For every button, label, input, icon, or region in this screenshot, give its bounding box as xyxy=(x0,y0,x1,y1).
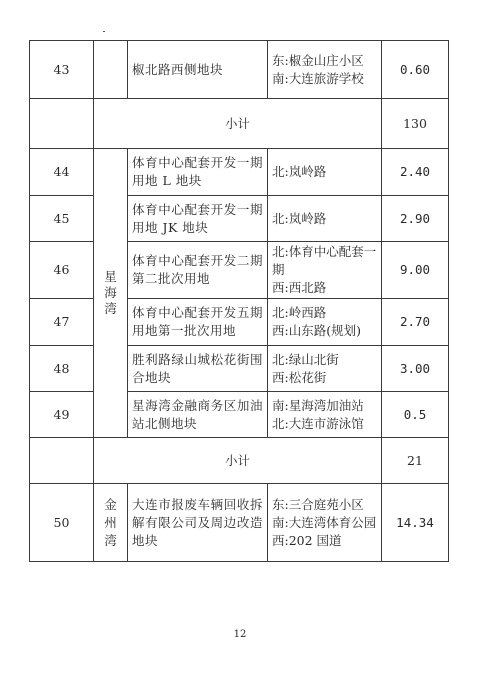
region-label-xinghaiwan: 星海湾 xyxy=(94,149,128,438)
land-parcel-table xyxy=(29,40,449,562)
table-row xyxy=(30,484,449,562)
page-number: 12 xyxy=(233,629,247,640)
table-row xyxy=(30,299,449,346)
boundary-line: 南:星海湾加油站 xyxy=(272,397,364,413)
parcel-name: 椒北路西侧地块 xyxy=(128,41,268,99)
row-number: 47 xyxy=(30,299,94,346)
boundary-line: 北:体育中心配套一期 xyxy=(272,244,377,277)
table-row xyxy=(30,196,449,242)
boundary-line: 西:松花街 xyxy=(272,369,327,385)
boundary-line: 南:大连湾体育公园 xyxy=(272,514,377,530)
subtotal-label: 小计 xyxy=(94,438,382,484)
row-number: 45 xyxy=(30,196,94,242)
boundary-cell xyxy=(268,484,382,562)
subtotal-value: 130 xyxy=(382,99,449,149)
table-row xyxy=(30,149,449,196)
area-value: 14.34 xyxy=(382,484,449,562)
boundary-cell xyxy=(268,41,382,99)
parcel-name: 胜利路绿山城松花街围合地块 xyxy=(128,346,268,392)
parcel-name: 体育中心配套开发一期用地 L 地块 xyxy=(128,149,268,196)
boundary-cell xyxy=(268,149,382,196)
boundary-cell xyxy=(268,242,382,299)
area-value: 0.60 xyxy=(382,41,449,99)
parcel-name: 体育中心配套开发五期用地第一批次用地 xyxy=(128,299,268,346)
row-number: 46 xyxy=(30,242,94,299)
area-value: 2.70 xyxy=(382,299,449,346)
boundary-line: 北:大连市游泳馆 xyxy=(272,415,364,431)
parcel-name: 体育中心配套开发一期用地 JK 地块 xyxy=(128,196,268,242)
boundary-line: 北:岚岭路 xyxy=(272,210,327,226)
parcel-name: 体育中心配套开发二期第二批次用地 xyxy=(128,242,268,299)
table-row xyxy=(30,41,449,99)
parcel-name: 星海湾金融商务区加油站北侧地块 xyxy=(128,392,268,438)
row-number: 50 xyxy=(30,484,94,562)
area-value: 9.00 xyxy=(382,242,449,299)
boundary-cell xyxy=(268,392,382,438)
subtotal-value: 21 xyxy=(382,438,449,484)
boundary-line: 东:椒金山庄小区 xyxy=(272,52,364,68)
subtotal-no-empty xyxy=(30,99,94,149)
boundary-line: 北:岭西路 xyxy=(272,305,327,320)
row-number: 48 xyxy=(30,346,94,392)
row-number: 49 xyxy=(30,392,94,438)
scan-mark xyxy=(103,31,105,32)
boundary-line: 西:202 国道 xyxy=(272,532,342,548)
boundary-cell xyxy=(268,346,382,392)
table-row xyxy=(30,346,449,392)
region-cell-empty xyxy=(94,41,128,99)
area-value: 0.5 xyxy=(382,392,449,438)
boundary-line: 南:大连旅游学校 xyxy=(272,70,364,86)
boundary-cell xyxy=(268,299,382,346)
boundary-line: 西:西北路 xyxy=(272,280,327,295)
boundary-line: 东:三合庭苑小区 xyxy=(272,496,364,512)
boundary-line: 北:绿山北街 xyxy=(272,351,339,367)
parcel-name: 大连市报废车辆回收拆解有限公司及周边改造地块 xyxy=(128,484,268,562)
table-row xyxy=(30,392,449,438)
row-number: 43 xyxy=(30,41,94,99)
row-number: 44 xyxy=(30,149,94,196)
area-value: 3.00 xyxy=(382,346,449,392)
boundary-line: 西:山东路(规划) xyxy=(272,323,361,338)
boundary-line: 北:岚岭路 xyxy=(272,164,327,179)
region-label-jinzhouwan: 金州湾 xyxy=(94,484,128,562)
boundary-cell xyxy=(268,196,382,242)
subtotal-row xyxy=(30,99,449,149)
table-row xyxy=(30,242,449,299)
subtotal-row xyxy=(30,438,449,484)
subtotal-label: 小计 xyxy=(94,99,382,149)
subtotal-no-empty xyxy=(30,438,94,484)
area-value: 2.40 xyxy=(382,149,449,196)
area-value: 2.90 xyxy=(382,196,449,242)
